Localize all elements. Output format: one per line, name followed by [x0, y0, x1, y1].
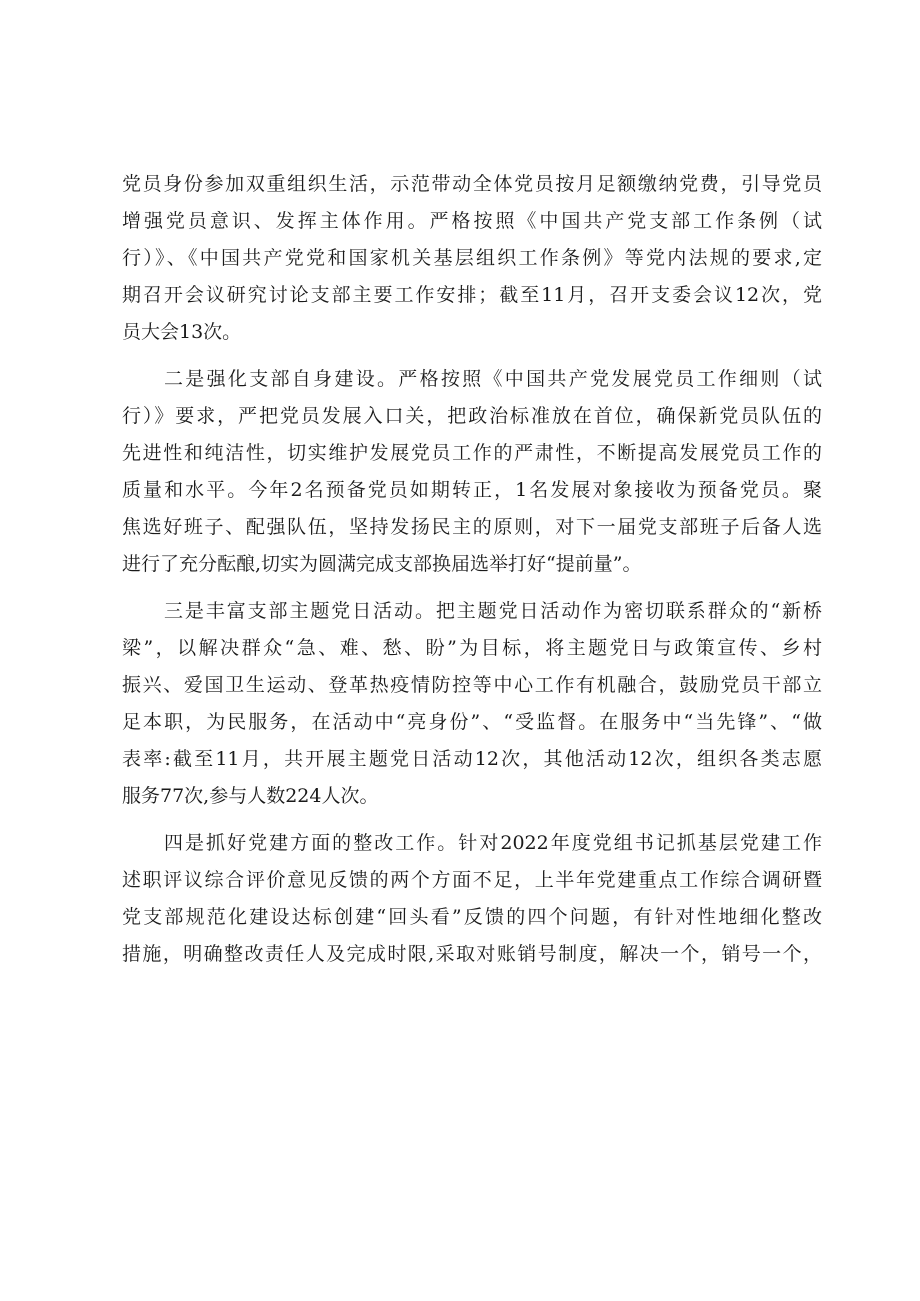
paragraph-line: 质量和水平。今年2名预备党员如期转正，1名发展对象接收为预备党员。聚	[122, 479, 822, 501]
paragraph-line: 期召开会议研究讨论支部主要工作安排；截至11月，召开支委会议12次，党	[122, 284, 822, 306]
paragraph-line: 行）》要求，严把党员发展入口关，把政治标准放在首位，确保新党员队伍的	[122, 405, 822, 427]
document-body	[122, 166, 822, 983]
paragraph-line: 述职评议综合评价意见反馈的两个方面不足，上半年党建重点工作综合调研暨	[122, 869, 822, 891]
paragraph-line: 四是抓好党建方面的整改工作。针对2022年度党组书记抓基层党建工作	[164, 832, 822, 854]
paragraph-party-membership	[122, 166, 822, 351]
paragraph-branch-building	[122, 361, 822, 583]
paragraph-line: 党员身份参加双重组织生活，示范带动全体党员按月足额缴纳党费，引导党员	[122, 173, 822, 195]
paragraph-line: 梁”，以解决群众“急、难、愁、盼”为目标，将主题党日与政策宣传、乡村	[122, 637, 822, 659]
paragraph-theme-activities	[122, 593, 822, 815]
paragraph-line: 党支部规范化建设达标创建“回头看”反馈的四个问题，有针对性地细化整改	[122, 906, 822, 928]
paragraph-line: 措施，明确整改责任人及完成时限,采取对账销号制度，解决一个，销号一个，	[122, 943, 822, 965]
paragraph-line: 二是强化支部自身建设。严格按照《中国共产党发展党员工作细则（试	[164, 368, 822, 390]
paragraph-line: 焦选好班子、配强队伍，坚持发扬民主的原则，对下一届党支部班子后备人选	[122, 516, 822, 538]
paragraph-line: 振兴、爱国卫生运动、登革热疫情防控等中心工作有机融合，鼓励党员干部立	[122, 674, 822, 696]
paragraph-line: 进行了充分酝酿,切实为圆满完成支部换届选举打好“提前量”。	[122, 553, 642, 575]
paragraph-line: 员大会13次。	[122, 321, 242, 343]
paragraph-line: 行）》、《中国共产党党和国家机关基层组织工作条例》等党内法规的要求,定	[122, 247, 822, 269]
paragraph-line: 服务77次,参与人数224人次。	[122, 785, 379, 807]
paragraph-line: 表率:截至11月，共开展主题党日活动12次，其他活动12次，组织各类志愿	[122, 748, 822, 770]
paragraph-rectification-work	[122, 825, 822, 973]
paragraph-line: 足本职，为民服务，在活动中“亮身份”、“受监督。在服务中“当先锋”、“做	[122, 711, 822, 733]
paragraph-line: 先进性和纯洁性，切实维护发展党员工作的严肃性，不断提高发展党员工作的	[122, 442, 822, 464]
paragraph-line: 增强党员意识、发挥主体作用。严格按照《中国共产党支部工作条例（试	[122, 210, 822, 232]
paragraph-line: 三是丰富支部主题党日活动。把主题党日活动作为密切联系群众的“新桥	[164, 600, 822, 622]
